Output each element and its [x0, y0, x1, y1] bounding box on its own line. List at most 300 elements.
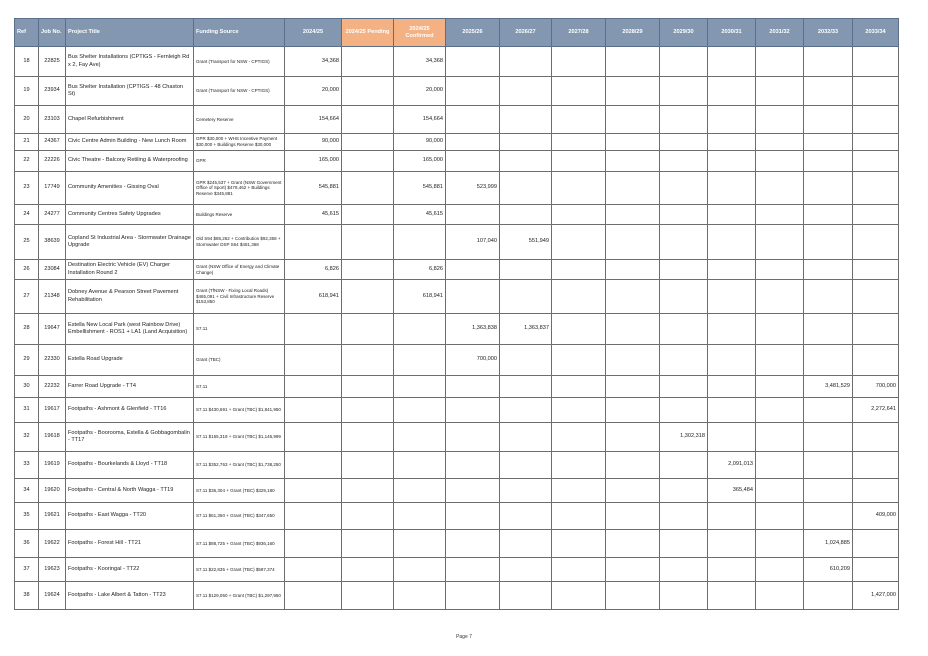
value-cell [708, 151, 756, 172]
value-cell [660, 205, 708, 225]
value-cell [804, 452, 853, 479]
value-cell: 1,363,837 [500, 314, 552, 345]
project-title-cell: Footpaths - Kooringal - TT22 [66, 558, 194, 582]
ref-cell: 21 [15, 134, 39, 151]
funding-source-cell: GPR $245,537 + Grant (NSW Government Office of Sport) $478,462 + Buildings Reserve $345,881 [194, 172, 285, 205]
project-title-cell: Copland St Industrial Area - Stormwater Drainage Upgrade [66, 225, 194, 260]
value-cell [285, 530, 342, 558]
funding-source-cell: Cemetery Reserve [194, 106, 285, 134]
value-cell [853, 530, 899, 558]
value-cell [660, 134, 708, 151]
col-header-2026-27: 2026/27 [500, 19, 552, 47]
value-cell [708, 77, 756, 106]
funding-source-cell: S7.11 $36,304 + Grant (TBC) $329,180 [194, 479, 285, 503]
value-cell [853, 134, 899, 151]
value-cell [500, 479, 552, 503]
value-cell [853, 280, 899, 314]
value-cell [660, 151, 708, 172]
value-cell [606, 398, 660, 423]
value-cell [500, 582, 552, 610]
value-cell [446, 151, 500, 172]
project-title-cell: Footpaths - East Wagga - TT20 [66, 503, 194, 530]
value-cell [500, 260, 552, 280]
value-cell [394, 225, 446, 260]
ref-cell: 30 [15, 376, 39, 398]
value-cell [500, 345, 552, 376]
value-cell [606, 314, 660, 345]
value-cell [552, 582, 606, 610]
funding-source-cell: Grant (NSW Office of Energy and Climate Change) [194, 260, 285, 280]
ref-cell: 33 [15, 452, 39, 479]
table-row [15, 398, 899, 423]
table-row [15, 225, 899, 260]
value-cell [853, 172, 899, 205]
value-cell: 545,881 [285, 172, 342, 205]
value-cell: 90,000 [285, 134, 342, 151]
value-cell [708, 106, 756, 134]
value-cell [446, 280, 500, 314]
value-cell [552, 376, 606, 398]
value-cell: 154,664 [394, 106, 446, 134]
value-cell [804, 134, 853, 151]
col-header-ref: Ref [15, 19, 39, 47]
value-cell [660, 398, 708, 423]
value-cell [606, 345, 660, 376]
col-header-2032-33: 2032/33 [804, 19, 853, 47]
value-cell [606, 479, 660, 503]
value-cell [446, 530, 500, 558]
value-cell [446, 106, 500, 134]
table-row [15, 172, 899, 205]
table-row [15, 151, 899, 172]
table-row [15, 47, 899, 77]
value-cell [756, 77, 804, 106]
table-row [15, 530, 899, 558]
funding-source-cell: Grant (Transport for NSW - CPTIGS) [194, 47, 285, 77]
value-cell [446, 582, 500, 610]
ref-cell: 32 [15, 423, 39, 452]
value-cell [500, 151, 552, 172]
value-cell [708, 225, 756, 260]
project-title-cell: Footpaths - Boorooma, Estella & Gobbagombalin - TT17 [66, 423, 194, 452]
job-no-cell: 21348 [39, 280, 66, 314]
value-cell [500, 376, 552, 398]
col-header-2025-26: 2025/26 [446, 19, 500, 47]
value-cell [342, 398, 394, 423]
value-cell [342, 134, 394, 151]
value-cell [853, 423, 899, 452]
value-cell [804, 345, 853, 376]
project-title-cell: Estella New Local Park (west Rainbow Drive) Embellishment - ROS1 + LA1 (Land Acquisition) [66, 314, 194, 345]
ref-cell: 25 [15, 225, 39, 260]
value-cell [660, 479, 708, 503]
value-cell [342, 376, 394, 398]
value-cell [285, 314, 342, 345]
project-title-cell: Bus Shelter Installations (CPTIGS - Fernleigh Rd x 2, Fay Ave) [66, 47, 194, 77]
value-cell [708, 205, 756, 225]
value-cell [708, 503, 756, 530]
value-cell: 1,024,885 [804, 530, 853, 558]
value-cell [853, 106, 899, 134]
value-cell [804, 225, 853, 260]
job-no-cell: 23084 [39, 260, 66, 280]
value-cell [708, 530, 756, 558]
ref-cell: 31 [15, 398, 39, 423]
value-cell [394, 398, 446, 423]
value-cell [394, 345, 446, 376]
funding-source-cell: S7.11 $352,763 + Grant (TBC) $1,738,250 [194, 452, 285, 479]
value-cell [500, 77, 552, 106]
table-row [15, 280, 899, 314]
value-cell [708, 398, 756, 423]
value-cell [606, 582, 660, 610]
header-row [15, 19, 899, 47]
value-cell: 618,941 [285, 280, 342, 314]
job-no-cell: 24367 [39, 134, 66, 151]
value-cell [756, 582, 804, 610]
value-cell [342, 260, 394, 280]
table-row [15, 503, 899, 530]
value-cell: 700,000 [446, 345, 500, 376]
capital-works-table [14, 18, 899, 610]
job-no-cell: 22330 [39, 345, 66, 376]
ref-cell: 34 [15, 479, 39, 503]
value-cell [606, 452, 660, 479]
value-cell [606, 423, 660, 452]
value-cell [342, 503, 394, 530]
job-no-cell: 19623 [39, 558, 66, 582]
value-cell [285, 398, 342, 423]
value-cell [660, 452, 708, 479]
funding-source-cell: Grant (TBC) [194, 345, 285, 376]
table-row [15, 376, 899, 398]
value-cell [552, 47, 606, 77]
value-cell [394, 582, 446, 610]
value-cell [394, 314, 446, 345]
value-cell [446, 479, 500, 503]
value-cell [606, 376, 660, 398]
col-header-2024-25: 2024/25 [285, 19, 342, 47]
job-no-cell: 19622 [39, 530, 66, 558]
value-cell [708, 172, 756, 205]
project-title-cell: Community Centres Safety Upgrades [66, 205, 194, 225]
value-cell: 165,000 [394, 151, 446, 172]
page-number: Page 7 [456, 634, 472, 640]
value-cell [756, 558, 804, 582]
value-cell [756, 225, 804, 260]
col-header-2024-25-confirmed: 2024/25 Confirmed [394, 19, 446, 47]
value-cell [552, 345, 606, 376]
value-cell [708, 260, 756, 280]
col-header-project-title: Project Title [66, 19, 194, 47]
value-cell: 1,427,000 [853, 582, 899, 610]
value-cell [394, 452, 446, 479]
ref-cell: 19 [15, 77, 39, 106]
table-row [15, 77, 899, 106]
value-cell: 45,615 [394, 205, 446, 225]
value-cell [552, 151, 606, 172]
project-title-cell: Farrer Road Upgrade - TT4 [66, 376, 194, 398]
value-cell [660, 314, 708, 345]
funding-source-cell: S7.11 $61,350 + Grant (TBC) $347,650 [194, 503, 285, 530]
job-no-cell: 23103 [39, 106, 66, 134]
value-cell [660, 345, 708, 376]
value-cell [804, 151, 853, 172]
job-no-cell: 19620 [39, 479, 66, 503]
project-title-cell: Civic Centre Admin Building - New Lunch Room [66, 134, 194, 151]
job-no-cell: 24277 [39, 205, 66, 225]
project-title-cell: Footpaths - Lake Albert & Tatton - TT23 [66, 582, 194, 610]
value-cell [853, 314, 899, 345]
ref-cell: 35 [15, 503, 39, 530]
col-header-2024-25-pending: 2024/25 Pending [342, 19, 394, 47]
funding-source-cell: Grant (TfNSW - Fixing Local Roads) $465,091 + Civil Infrastructure Reserve $153,850 [194, 280, 285, 314]
value-cell [708, 280, 756, 314]
value-cell [285, 582, 342, 610]
value-cell [606, 558, 660, 582]
value-cell [804, 106, 853, 134]
col-header-2030-31: 2030/31 [708, 19, 756, 47]
value-cell [446, 423, 500, 452]
value-cell [552, 314, 606, 345]
table-row [15, 582, 899, 610]
value-cell [804, 398, 853, 423]
value-cell [552, 530, 606, 558]
value-cell [285, 503, 342, 530]
value-cell [394, 376, 446, 398]
value-cell [756, 345, 804, 376]
value-cell [342, 479, 394, 503]
value-cell: 700,000 [853, 376, 899, 398]
value-cell: 610,209 [804, 558, 853, 582]
value-cell [804, 582, 853, 610]
value-cell [756, 260, 804, 280]
value-cell [756, 376, 804, 398]
value-cell [660, 260, 708, 280]
funding-source-cell: S7.11 $155,319 + Grant (TBC) $1,146,999 [194, 423, 285, 452]
job-no-cell: 23934 [39, 77, 66, 106]
project-title-cell: Community Amenities - Gissing Oval [66, 172, 194, 205]
project-title-cell: Dobney Avenue & Pearson Street Pavement Rehabilitation [66, 280, 194, 314]
value-cell [394, 479, 446, 503]
value-cell [756, 503, 804, 530]
value-cell [606, 225, 660, 260]
value-cell [853, 151, 899, 172]
value-cell [756, 205, 804, 225]
value-cell [552, 172, 606, 205]
value-cell [660, 582, 708, 610]
value-cell [342, 345, 394, 376]
value-cell [660, 558, 708, 582]
value-cell [500, 452, 552, 479]
col-header-2028-29: 2028/29 [606, 19, 660, 47]
value-cell [446, 77, 500, 106]
value-cell [708, 582, 756, 610]
value-cell [500, 205, 552, 225]
job-no-cell: 19618 [39, 423, 66, 452]
job-no-cell: 19647 [39, 314, 66, 345]
value-cell: 107,040 [446, 225, 500, 260]
ref-cell: 24 [15, 205, 39, 225]
ref-cell: 28 [15, 314, 39, 345]
value-cell [804, 280, 853, 314]
value-cell [552, 260, 606, 280]
value-cell [342, 452, 394, 479]
value-cell [606, 172, 660, 205]
value-cell: 1,363,838 [446, 314, 500, 345]
ref-cell: 38 [15, 582, 39, 610]
value-cell [708, 376, 756, 398]
value-cell [446, 376, 500, 398]
funding-source-cell: Grant (Transport for NSW - CPTIGS) [194, 77, 285, 106]
ref-cell: 22 [15, 151, 39, 172]
value-cell: 20,000 [394, 77, 446, 106]
value-cell [342, 151, 394, 172]
value-cell [606, 205, 660, 225]
ref-cell: 29 [15, 345, 39, 376]
value-cell [660, 106, 708, 134]
value-cell [660, 376, 708, 398]
value-cell [342, 47, 394, 77]
ref-cell: 26 [15, 260, 39, 280]
value-cell: 2,272,641 [853, 398, 899, 423]
funding-source-cell: S7.11 $22,835 + Grant (TBC) $587,374 [194, 558, 285, 582]
ref-cell: 18 [15, 47, 39, 77]
ref-cell: 36 [15, 530, 39, 558]
value-cell [804, 47, 853, 77]
value-cell [552, 280, 606, 314]
col-header-funding-source: Funding Source [194, 19, 285, 47]
table-row [15, 345, 899, 376]
value-cell [394, 423, 446, 452]
value-cell: 1,302,318 [660, 423, 708, 452]
value-cell [853, 260, 899, 280]
value-cell [606, 530, 660, 558]
value-cell [552, 479, 606, 503]
value-cell [660, 225, 708, 260]
value-cell [285, 225, 342, 260]
funding-source-cell: S7.11 $129,050 + Grant (TBC) $1,297,950 [194, 582, 285, 610]
value-cell [804, 172, 853, 205]
value-cell [606, 151, 660, 172]
funding-source-cell: S7.11 [194, 376, 285, 398]
col-header-2027-28: 2027/28 [552, 19, 606, 47]
value-cell [500, 558, 552, 582]
ref-cell: 20 [15, 106, 39, 134]
project-title-cell: Footpaths - Central & North Wagga - TT19 [66, 479, 194, 503]
value-cell [285, 558, 342, 582]
value-cell [756, 47, 804, 77]
value-cell [708, 558, 756, 582]
value-cell [342, 558, 394, 582]
value-cell: 45,615 [285, 205, 342, 225]
table-row [15, 558, 899, 582]
value-cell [446, 260, 500, 280]
project-title-cell: Footpaths - Ashmont & Glenfield - TT16 [66, 398, 194, 423]
job-no-cell: 22226 [39, 151, 66, 172]
value-cell [804, 77, 853, 106]
value-cell [756, 398, 804, 423]
table-row [15, 260, 899, 280]
ref-cell: 23 [15, 172, 39, 205]
value-cell [660, 172, 708, 205]
col-header-2029-30: 2029/30 [660, 19, 708, 47]
value-cell [756, 530, 804, 558]
project-title-cell: Bus Shelter Installation (CPTIGS - 48 Chaston St) [66, 77, 194, 106]
value-cell [552, 205, 606, 225]
value-cell: 6,826 [394, 260, 446, 280]
ref-cell: 37 [15, 558, 39, 582]
value-cell [606, 106, 660, 134]
value-cell [660, 280, 708, 314]
value-cell [552, 398, 606, 423]
job-no-cell: 19621 [39, 503, 66, 530]
funding-source-cell: GPR $30,000 + WHS Incentive Payment $30,000 + Buildings Reserve $30,000 [194, 134, 285, 151]
value-cell [285, 423, 342, 452]
value-cell [660, 530, 708, 558]
funding-source-cell: GPR [194, 151, 285, 172]
value-cell [708, 423, 756, 452]
value-cell [853, 345, 899, 376]
value-cell [606, 280, 660, 314]
value-cell [342, 77, 394, 106]
table-row [15, 205, 899, 225]
job-no-cell: 22232 [39, 376, 66, 398]
project-title-cell: Civic Theatre - Balcony Retiling & Waterproofing [66, 151, 194, 172]
table-row [15, 452, 899, 479]
value-cell [853, 205, 899, 225]
value-cell: 34,368 [285, 47, 342, 77]
value-cell [552, 503, 606, 530]
value-cell [500, 47, 552, 77]
value-cell [446, 503, 500, 530]
project-title-cell: Destination Electric Vehicle (EV) Charger Installation Round 2 [66, 260, 194, 280]
job-no-cell: 38639 [39, 225, 66, 260]
value-cell: 618,941 [394, 280, 446, 314]
value-cell [446, 398, 500, 423]
value-cell [756, 172, 804, 205]
value-cell: 20,000 [285, 77, 342, 106]
value-cell [756, 479, 804, 503]
col-header-2033-34: 2033/34 [853, 19, 899, 47]
value-cell [552, 452, 606, 479]
value-cell [285, 479, 342, 503]
value-cell [552, 134, 606, 151]
value-cell [606, 134, 660, 151]
value-cell [394, 503, 446, 530]
value-cell [606, 47, 660, 77]
ref-cell: 27 [15, 280, 39, 314]
value-cell: 523,999 [446, 172, 500, 205]
value-cell [394, 530, 446, 558]
value-cell [500, 503, 552, 530]
value-cell [660, 77, 708, 106]
value-cell [285, 452, 342, 479]
value-cell [606, 260, 660, 280]
table-row [15, 423, 899, 452]
value-cell [285, 376, 342, 398]
value-cell [552, 423, 606, 452]
value-cell: 154,664 [285, 106, 342, 134]
value-cell [804, 260, 853, 280]
value-cell [804, 479, 853, 503]
value-cell [853, 225, 899, 260]
value-cell [342, 582, 394, 610]
value-cell [660, 47, 708, 77]
table-row [15, 314, 899, 345]
project-title-cell: Chapel Refurbishment [66, 106, 194, 134]
job-no-cell: 19624 [39, 582, 66, 610]
